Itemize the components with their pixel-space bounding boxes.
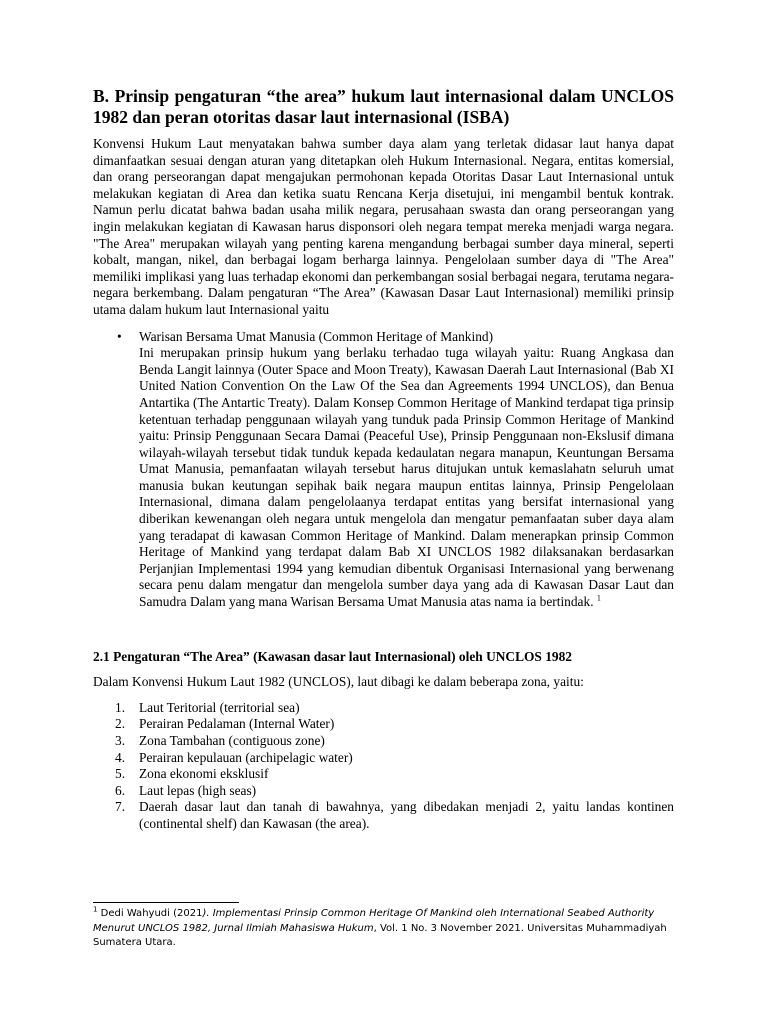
list-item: [93, 716, 674, 733]
bullet-title: Warisan Bersama Umat Manusia (Common Heritage of Mankind): [139, 328, 494, 344]
footnote-title: ). Implementasi Prinsip Common Heritage Of Mankind oleh International Seabed Authority Menurut UNCLOS 1982, Jurnal Ilmiah Mahasiswa Hukum: [93, 908, 655, 934]
list-item-number: 5.: [115, 766, 126, 782]
footnote-separator: [93, 902, 239, 903]
list-item-number: 6.: [115, 782, 126, 798]
bullet-body: [139, 345, 674, 611]
list-item-text: Zona ekonomi eksklusif: [139, 766, 269, 782]
list-item-text: Laut lepas (high seas): [139, 782, 257, 798]
list-item-number: 2.: [115, 716, 126, 732]
list-item-text: Daerah dasar laut dan tanah di bawahnya, yang dibedakan menjadi 2, yaitu landas kontinen (continental shelf) dan Kawasan (the area).: [139, 799, 674, 831]
list-item-text: Perairan Pedalaman (Internal Water): [139, 716, 335, 732]
footnote-rest: , Vol. 1 No. 3 November 2021. Universitas Muhammadiyah Sumatera Utara.: [93, 922, 667, 948]
zones-list: [93, 700, 674, 833]
list-item: [93, 700, 674, 717]
bullet-item: [117, 328, 674, 611]
list-item: [93, 799, 674, 832]
list-item: [93, 766, 674, 783]
footnote: [93, 907, 674, 951]
bullet-body-text: Ini merupakan prinsip hukum yang berlaku terhadao tuga wilayah yaitu: Ruang Angkasa dan Benda Langit lainnya (Outer Space and Moon Treaty), Kawasan Daerah Laut Internasional (Bab XI United Nation Convention On the Law Of the Sea dan Agreements 1994 UNCLOS), dan Benua Antartika (The Antartic Treaty). Dalam Konsep Common Heritage of Mankind terdapat tiga prinsip ketentuan terhadap penggunaan wilayah yang tunduk pada Prinsip Common Heritage of Mankind yaitu: Prinsip Penggunaan Secara Damai (Peaceful Use), Prinsip Penggunaan non-Ekslusif dimana wilayah-wilayah tersebut tidak tunduk kepada kedaulatan negara manapun, Keuntungan Bersama Umat Manusia, pemanfaatan wilayah tersebut harus ditujukan untuk kemaslahatn seluruh umat manusia bukan keutungan sepihak baik negara maupun entitas lainnya, Prinsip Pengelolaan Internasional, dimana dalam pengelolaanya terdapat entitas yang bersifat internasional yang diberikan kewenangan oleh negara untuk mengelola dan mengatur pemanfaatan suber daya alam yang teradapat di kawasan Common Heritage of Mankind. Dalam menerapkan prinsip Common Heritage of Mankind yang terdapat dalam Bab XI UNCLOS 1982 dilaksanakan berdasarkan Perjanjian Implementasi 1994 yang kemudian dibentuk Organisasi Internasional yang berwenang secara penu dalam mengatur dan mengelola sumber daya yang ada di Kawasan Dasar Laut dan Samudra Dalam yang mana Warisan Bersama Umat Manusia atas nama ia bertindak.: [139, 345, 674, 610]
footnote-number: 1: [93, 905, 98, 914]
list-item-number: 3.: [115, 733, 126, 748]
section-heading: B. Prinsip pengaturan “the area” hukum laut internasional dalam UNCLOS 1982 dan peran otoritas dasar laut internasional (ISBA): [93, 86, 674, 127]
list-item-number: 4.: [115, 749, 126, 765]
list-item-text: Zona Tambahan (contiguous zone): [139, 733, 325, 748]
list-item: [93, 750, 674, 767]
bullet-icon: •: [117, 328, 122, 344]
list-item-text: Laut Teritorial (territorial sea): [139, 699, 300, 715]
footnote-reference[interactable]: 1: [596, 593, 601, 603]
zones-intro: Dalam Konvensi Hukum Laut 1982 (UNCLOS), laut dibagi ke dalam beberapa zona, yaitu:: [93, 674, 584, 690]
footnote-author: Dedi Wahyudi (2021: [100, 908, 203, 919]
subsection-heading: 2.1 Pengaturan “The Area” (Kawasan dasar laut Internasional) oleh UNCLOS 1982: [93, 648, 573, 664]
document-page: [93, 86, 674, 833]
list-item-number: 7.: [115, 799, 126, 815]
list-item: [93, 783, 674, 800]
list-item-number: 1.: [115, 699, 126, 715]
list-item: [93, 733, 674, 750]
list-item-text: Perairan kepulauan (archipelagic water): [139, 749, 353, 765]
intro-paragraph: Konvensi Hukum Laut menyatakan bahwa sumber daya alam yang terletak didasar laut hanya dapat dimanfaatkan sesuai dengan aturan yang ditetapkan oleh Hukum Internasional. Negara, entitas komersial, dan orang perseorangan dapat mengajukan permohonan kepada Otoritas Dasar Laut Internasional untuk melakukan kegiatan di Area dan ketika suatu Rencana Kerja disetujui, ini mengambil bentuk kontrak. Namun perlu dicatat bahwa badan usaha milik negara, perusahaan swasta dan orang perseorangan yang ingin melakukan kegiatan di Kawasan harus disponsori oleh negara tempat mereka menjadi warga negara. "The Area" merupakan wilayah yang penting karena mengandung berbagai sumber daya mineral, seperti kobalt, mangan, nikel, dan berbagai logam berharga lainnya. Pengelolaan sumber daya di "The Area" memiliki implikasi yang luas terhadap ekonomi dan perkembangan sosial berbagai negara, terutama negara-negara berkembang. Dalam pengaturan “The Area” (Kawasan Dasar Laut Internasional) memiliki prinsip utama dalam hukum laut Internasional yaitu: [93, 136, 674, 317]
